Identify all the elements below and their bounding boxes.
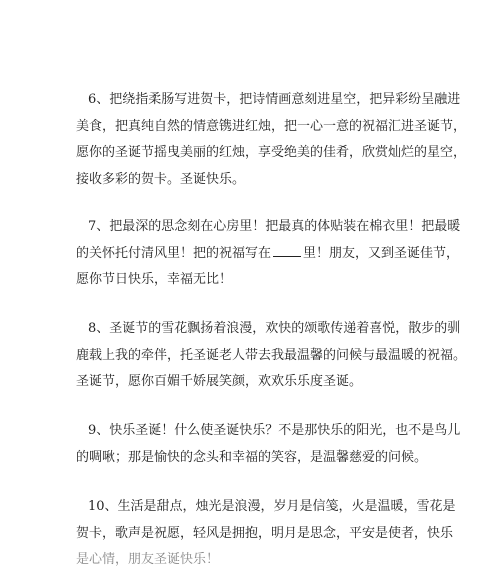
paragraph-line: 鹿载上我的牵伴，托圣诞老人带去我最温馨的问候与最温暖的祝福。 [76,347,467,363]
paragraph-line: 10、生活是甜点，烛光是浪漫，岁月是信笺，火是温暖，雪花是 [88,499,456,514]
paragraph-line-part: 的关怀托付清风里！把的祝福写在 [76,245,272,261]
paragraph-line: 的啁啾；那是愉快的念头和幸福的笑容，是温馨慈爱的问候。 [76,449,428,465]
paragraph-line: 圣诞节，愿你百媚千娇展笑颜，欢欢乐乐度圣诞。 [76,374,363,389]
paragraph-line: 6、把绕指柔肠写进贺卡，把诗情画意刻进星空，把异彩纷呈融进 [88,92,461,107]
paragraph-line: 接收多彩的贺卡。圣诞快乐。 [76,171,246,187]
paragraph-10 [76,494,456,566]
paragraph-line: 愿你节日快乐，幸福无比！ [76,272,233,287]
paragraph-line: 愿你的圣诞节摇曳美丽的红烛，享受绝美的佳肴，欣赏灿烂的星空， [76,145,467,160]
paragraph-line: 美食，把真纯自然的情意镌进红烛，把一心一意的祝福汇进圣诞节， [76,118,467,134]
paragraph-line: 是心情，朋友圣诞快乐！ [76,552,220,566]
fill-in-blank [273,244,301,257]
paragraph-line: 贺卡，歌声是祝愿，轻风是拥抱，明月是思念，平安是使者，快乐 [76,525,454,541]
paragraph-line: 7、把最深的思念刻在心房里！把最真的体贴装在棉衣里！把最暖 [88,219,461,234]
paragraph-8 [76,316,467,396]
paragraph-line-with-blank [76,241,460,268]
paragraph-6 [76,87,467,193]
paragraph-7 [76,214,461,294]
paragraph-line: 9、快乐圣诞！什么使圣诞快乐？不是那快乐的阳光，也不是鸟儿 [88,423,461,438]
paragraph-line: 8、圣诞节的雪花飘扬着浪漫，欢快的颂歌传递着喜悦，散步的驯 [88,321,461,336]
paragraph-9 [76,418,461,471]
paragraph-line-part: 里！朋友，又到圣诞佳节， [303,245,460,261]
